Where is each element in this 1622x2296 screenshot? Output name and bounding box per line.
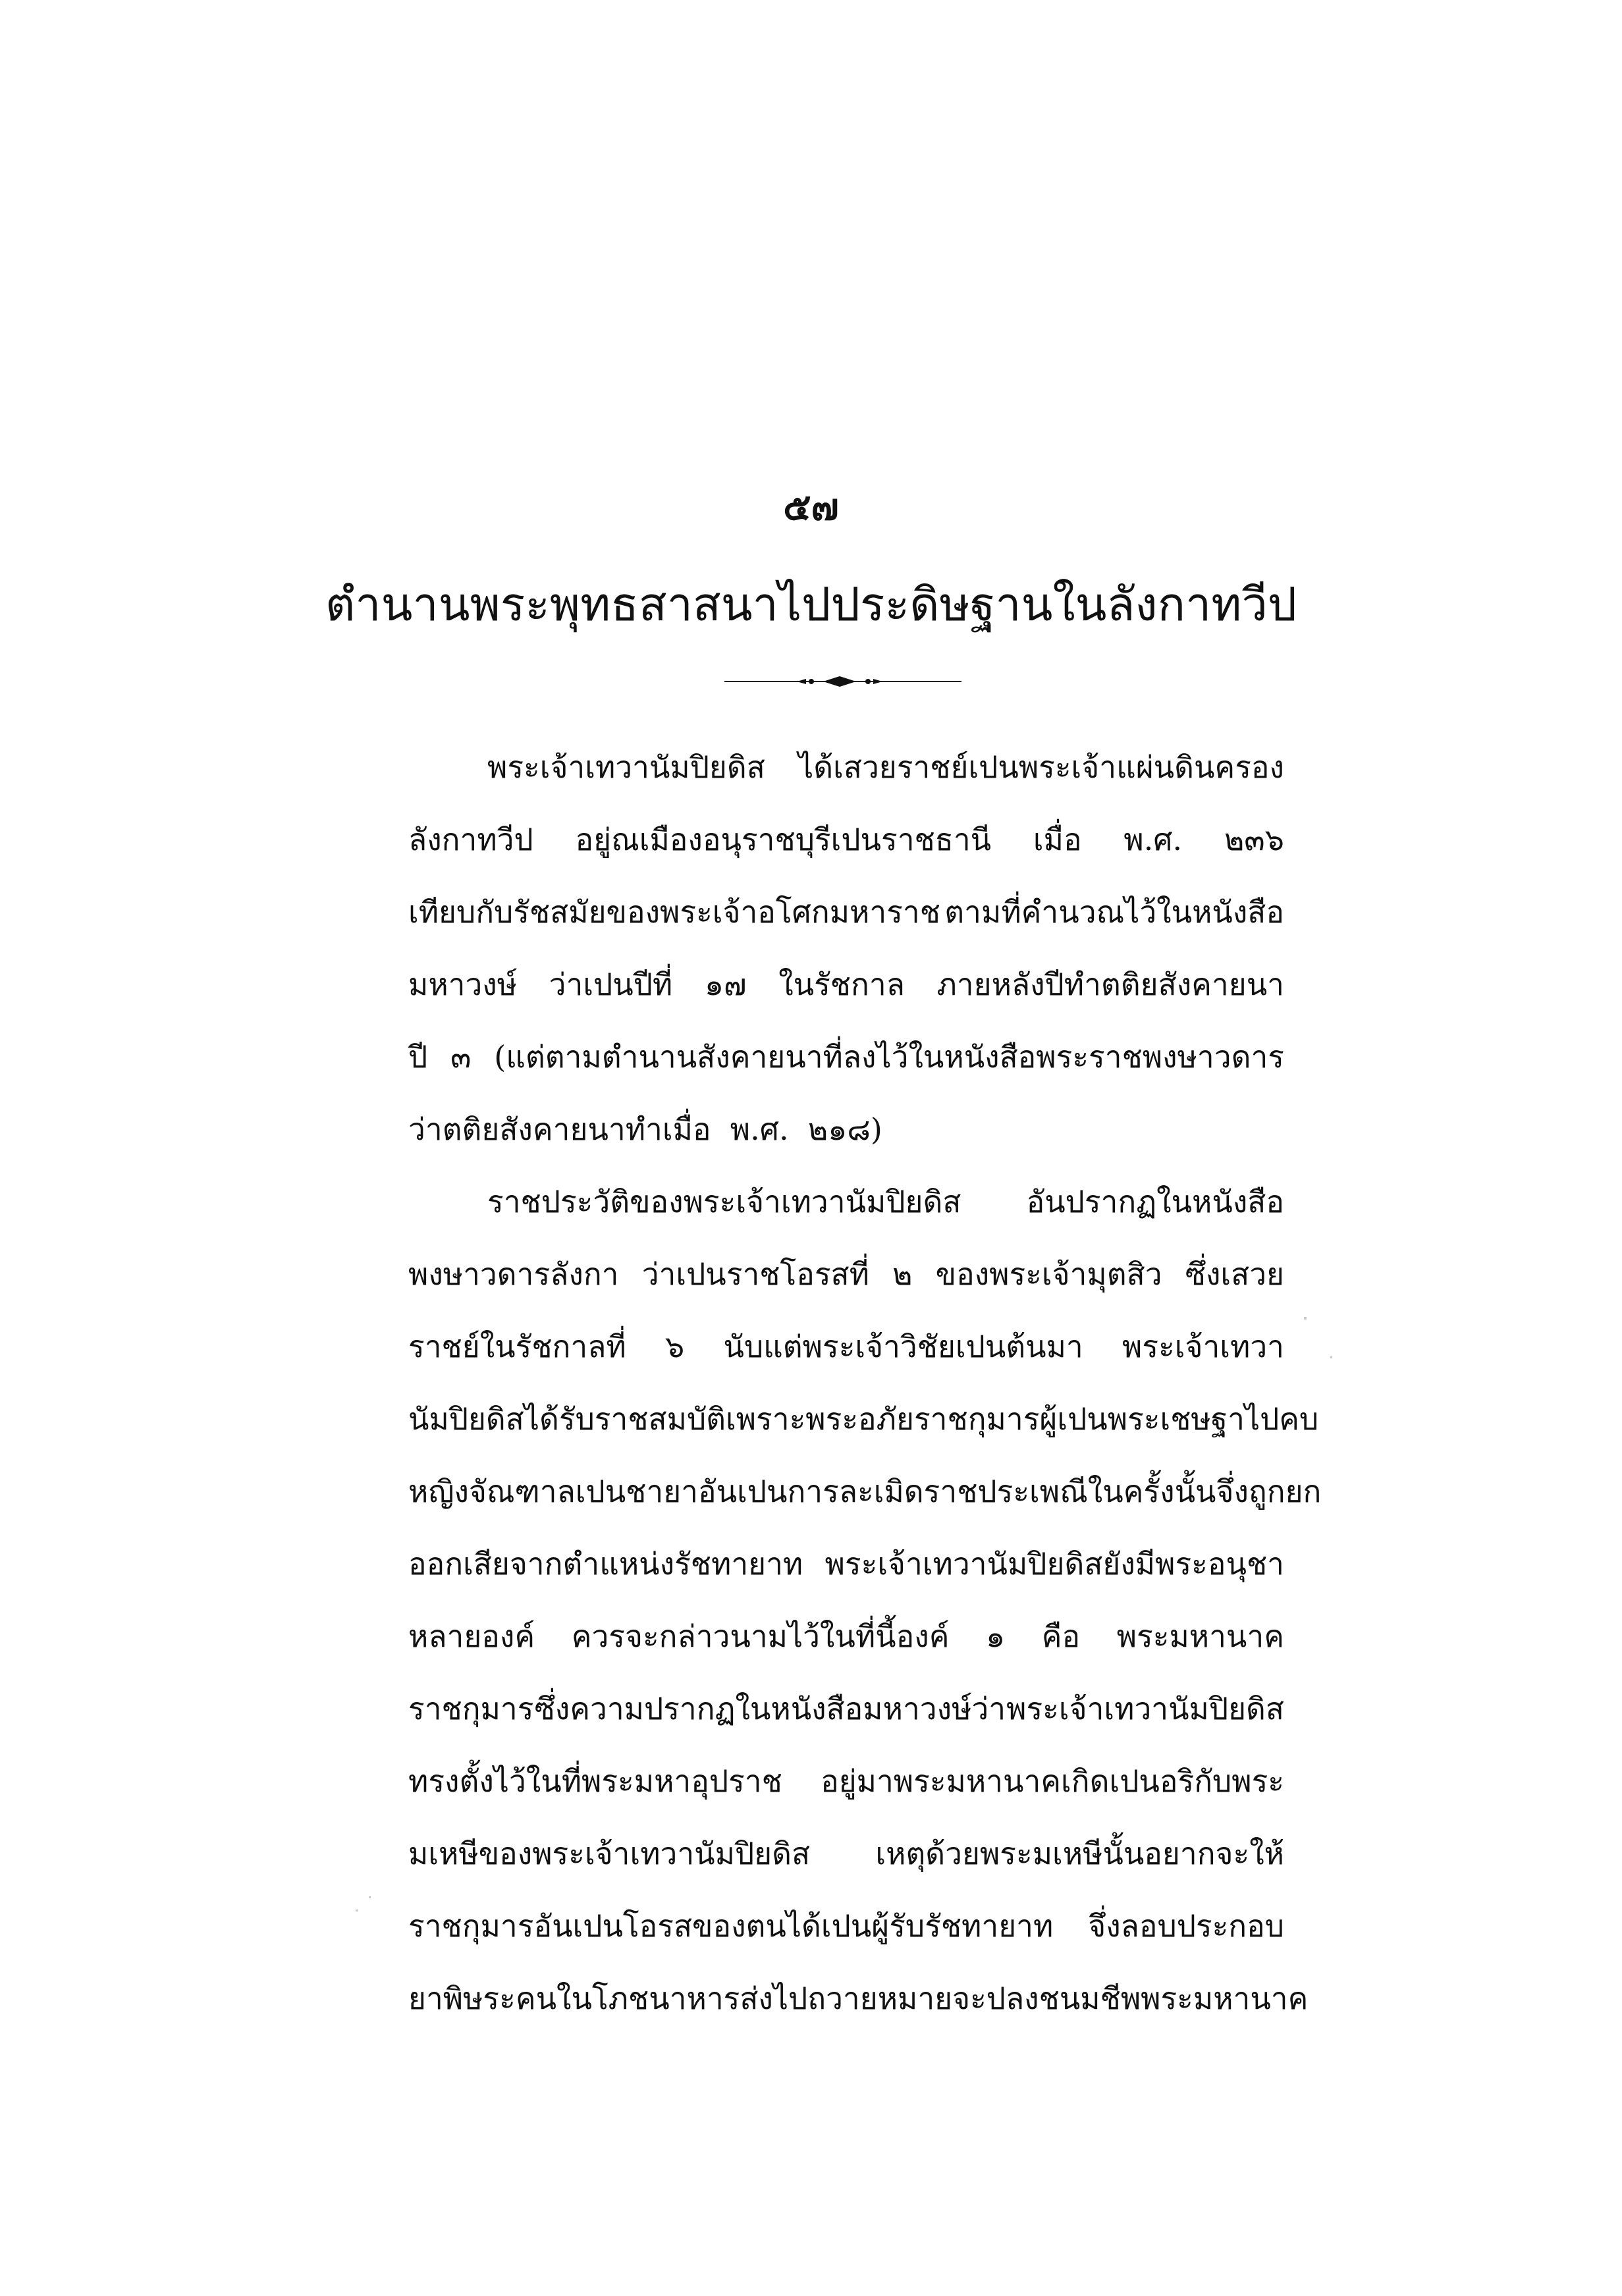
text-line	[408, 1021, 1284, 1093]
word: คือ	[1041, 1618, 1081, 1654]
text-line	[408, 1672, 1284, 1745]
word: หลายองค์	[408, 1618, 535, 1654]
word: ราชกุมารอันเปนโอรสของตนได้เปนผู้รับรัชทายาท	[408, 1908, 1054, 1944]
word: ลังกาทวีป	[408, 822, 533, 857]
word: ของพระเจ้ามุตสิว	[935, 1256, 1162, 1292]
word: พ.ศ.	[1123, 822, 1183, 857]
word: นัมปิยดิสได้รับราชสมบัติเพราะพระอภัยราชกุมารผู้เปนพระเชษฐาไปคบ	[408, 1401, 1319, 1437]
word: พระเจ้าเทวานัมปิยดิส	[1006, 1691, 1284, 1726]
word: ราชย์ในรัชกาลที่	[408, 1329, 626, 1364]
word: หมายจะปลงชนมชีพพระมหานาค	[877, 1981, 1309, 2016]
text-line	[408, 1093, 1284, 1165]
word: อยู่มาพระมหานาคเกิดเปนอริกับพระ	[821, 1763, 1284, 1799]
text-line	[408, 1890, 1284, 1962]
word: ๑	[986, 1618, 1006, 1654]
word: ออกเสียจากตำแหน่งรัชทายาท	[408, 1546, 803, 1582]
text-line	[408, 948, 1284, 1021]
title-divider-ornament	[724, 672, 961, 691]
word: พงษาวดารลังกา	[408, 1256, 619, 1292]
text-line	[408, 1745, 1284, 1817]
text-line	[408, 876, 1284, 948]
page-number: ๕๗	[783, 485, 839, 529]
word: ๒๑๘)	[807, 1111, 882, 1147]
word: อยู่ณเมืองอนุราชบุรีเปนราชธานี	[575, 822, 992, 857]
scan-speck	[1330, 1356, 1332, 1358]
text-line	[408, 731, 1284, 803]
text-line	[408, 1238, 1284, 1310]
word: ว่าตติยสังคายนาทำเมื่อ	[408, 1111, 730, 1147]
word: ว่าเปนปีที่	[549, 967, 673, 1002]
scan-speck	[369, 1896, 371, 1898]
word: ๑๗	[704, 967, 747, 1002]
word: อันปรากฏในหนังสือ	[1026, 1184, 1284, 1219]
word: ยาพิษระคนในโภชนาหารส่งไปถวาย	[408, 1981, 878, 2016]
word: หญิงจัณฑาลเปนชายา	[408, 1474, 699, 1509]
word: เหตุด้วยพระมเหษีนั้นอยากจะให้	[875, 1836, 1284, 1871]
word: ซึ่งความปรากฏในหนังสือมหาวงษ์ว่า	[534, 1691, 1006, 1726]
word: ราชประวัติของพระเจ้าเทวานัมปิยดิส	[487, 1184, 961, 1219]
word: ในรัชกาล	[778, 967, 905, 1002]
word: ตามที่คำนวณไว้ในหนังสือ	[944, 894, 1284, 930]
word: พระเจ้าเทวานัมปิยดิสยังมีพระอนุชา	[825, 1546, 1284, 1582]
word: ปี	[408, 1039, 428, 1075]
word: เทียบกับรัชสมัยของพระเจ้าอโศกมหาราช	[408, 894, 940, 930]
word: จึ่งลอบประกอบ	[1088, 1908, 1284, 1944]
word: อันเปนการละเมิดราชประเพณีในครั้งนั้นจึ่งถูกยก	[698, 1474, 1322, 1509]
word: ควรจะกล่าวนามไว้ในที่นี้องค์	[571, 1618, 950, 1654]
word: พระเจ้าเทวานัมปิยดิส	[487, 749, 765, 785]
text-line	[408, 1528, 1284, 1600]
word: ๒	[892, 1256, 913, 1292]
text-line	[408, 1455, 1322, 1528]
word: ทรงตั้งไว้ในที่พระมหาอุปราช	[408, 1763, 782, 1799]
word: พระเจ้าเทวา	[1122, 1329, 1284, 1364]
text-line	[408, 1600, 1284, 1672]
scan-speck	[356, 1909, 358, 1911]
word: ๓	[450, 1039, 472, 1075]
text-line	[408, 1310, 1284, 1383]
word: ภายหลังปีทำตติยสังคายนา	[936, 967, 1284, 1002]
word: ได้เสวยราชย์เปนพระเจ้าแผ่นดินครอง	[798, 749, 1284, 785]
word: พระมหานาค	[1116, 1618, 1284, 1654]
text-line	[408, 1962, 1309, 2035]
word: มเหษีของพระเจ้าเทวานัมปิยดิส	[408, 1836, 811, 1871]
word: เมื่อ	[1033, 822, 1082, 857]
word: มหาวงษ์	[408, 967, 518, 1002]
page-title: ตำนานพระพุทธสาสนาไปประดิษฐานในลังกาทวีป	[325, 577, 1297, 631]
word: ซึ่งเสวย	[1185, 1256, 1284, 1292]
text-line	[408, 1817, 1284, 1890]
text-line	[408, 803, 1284, 876]
scan-speck	[1304, 1317, 1307, 1320]
word: (แต่ตามตำนานสังคายนาที่ลงไว้ในหนังสือพระราชพงษาวดาร	[494, 1039, 1284, 1075]
text-line	[408, 1383, 1319, 1455]
word: พ.ศ.	[730, 1111, 808, 1147]
word: ๖	[665, 1329, 685, 1364]
body-text	[408, 731, 1322, 2035]
word: นับแต่พระเจ้าวิชัยเปนต้นมา	[723, 1329, 1083, 1364]
word: ว่าเปนราชโอรสที่	[641, 1256, 869, 1292]
word: ราชกุมาร	[408, 1691, 534, 1726]
text-line	[408, 1165, 1284, 1238]
word: ๒๓๖	[1224, 822, 1284, 857]
